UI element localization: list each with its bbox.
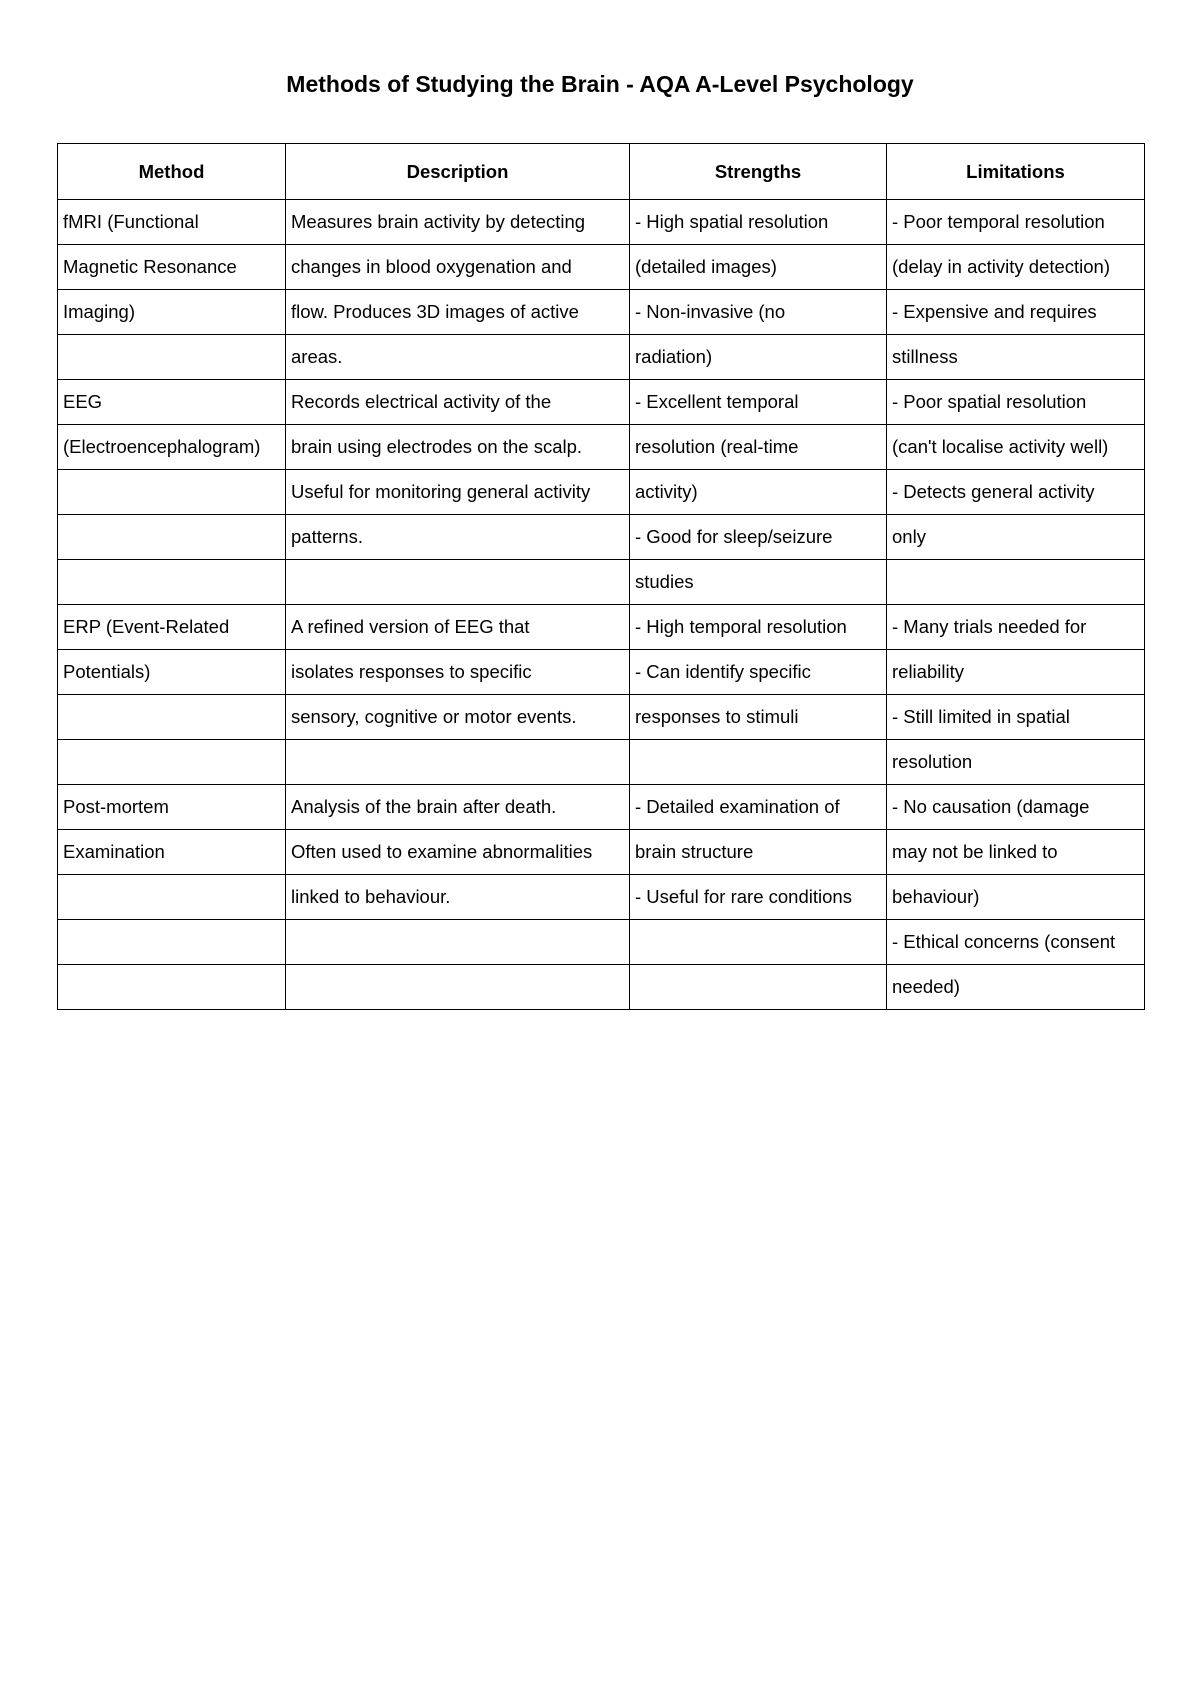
cell-limitations: - Ethical concerns (consent [887, 920, 1145, 965]
table-row [58, 335, 1145, 380]
cell-method: Magnetic Resonance [58, 245, 286, 290]
table-body [58, 200, 1145, 1010]
cell-limitations: - Detects general activity [887, 470, 1145, 515]
cell-strengths [630, 740, 887, 785]
cell-limitations: - Poor spatial resolution [887, 380, 1145, 425]
cell-limitations: - Many trials needed for [887, 605, 1145, 650]
cell-strengths [630, 920, 887, 965]
cell-strengths [630, 965, 887, 1010]
page-title: Methods of Studying the Brain - AQA A-Level Psychology [286, 71, 914, 97]
cell-method [58, 965, 286, 1010]
cell-description: Analysis of the brain after death. [286, 785, 630, 830]
table-row [58, 650, 1145, 695]
table-row [58, 560, 1145, 605]
cell-limitations: reliability [887, 650, 1145, 695]
cell-description: areas. [286, 335, 630, 380]
cell-limitations: - Poor temporal resolution [887, 200, 1145, 245]
cell-limitations: behaviour) [887, 875, 1145, 920]
cell-strengths: - Can identify specific [630, 650, 887, 695]
cell-method [58, 920, 286, 965]
cell-method: EEG [58, 380, 286, 425]
header-strengths: Strengths [630, 144, 887, 200]
cell-strengths: brain structure [630, 830, 887, 875]
cell-strengths: - Detailed examination of [630, 785, 887, 830]
table-row [58, 515, 1145, 560]
cell-description: Records electrical activity of the [286, 380, 630, 425]
cell-description: flow. Produces 3D images of active [286, 290, 630, 335]
cell-description: Useful for monitoring general activity [286, 470, 630, 515]
cell-description: Measures brain activity by detecting [286, 200, 630, 245]
table-row [58, 785, 1145, 830]
cell-method: Post-mortem [58, 785, 286, 830]
cell-description: A refined version of EEG that [286, 605, 630, 650]
cell-method [58, 875, 286, 920]
table-row [58, 245, 1145, 290]
cell-method: Examination [58, 830, 286, 875]
cell-description: Often used to examine abnormalities [286, 830, 630, 875]
cell-description [286, 920, 630, 965]
cell-method [58, 470, 286, 515]
table-row [58, 830, 1145, 875]
cell-strengths: - Non-invasive (no [630, 290, 887, 335]
cell-strengths: - Good for sleep/seizure [630, 515, 887, 560]
table-row [58, 380, 1145, 425]
cell-method: fMRI (Functional [58, 200, 286, 245]
header-row [58, 144, 1145, 200]
cell-strengths: radiation) [630, 335, 887, 380]
table-row [58, 425, 1145, 470]
cell-description: patterns. [286, 515, 630, 560]
cell-strengths: resolution (real-time [630, 425, 887, 470]
cell-method: ERP (Event-Related [58, 605, 286, 650]
cell-strengths: - Excellent temporal [630, 380, 887, 425]
cell-description [286, 560, 630, 605]
cell-strengths: - Useful for rare conditions [630, 875, 887, 920]
cell-limitations: (can't localise activity well) [887, 425, 1145, 470]
cell-strengths: studies [630, 560, 887, 605]
header-description: Description [286, 144, 630, 200]
cell-limitations: - Expensive and requires [887, 290, 1145, 335]
cell-description: linked to behaviour. [286, 875, 630, 920]
cell-method [58, 560, 286, 605]
cell-method: (Electroencephalogram) [58, 425, 286, 470]
cell-limitations: needed) [887, 965, 1145, 1010]
table-row [58, 920, 1145, 965]
cell-method: Imaging) [58, 290, 286, 335]
cell-strengths: responses to stimuli [630, 695, 887, 740]
cell-strengths: activity) [630, 470, 887, 515]
cell-limitations: - Still limited in spatial [887, 695, 1145, 740]
cell-limitations: resolution [887, 740, 1145, 785]
cell-limitations: - No causation (damage [887, 785, 1145, 830]
cell-limitations: (delay in activity detection) [887, 245, 1145, 290]
cell-description [286, 740, 630, 785]
cell-strengths: (detailed images) [630, 245, 887, 290]
header-method: Method [58, 144, 286, 200]
cell-limitations: only [887, 515, 1145, 560]
cell-method [58, 335, 286, 380]
cell-strengths: - High spatial resolution [630, 200, 887, 245]
cell-description: isolates responses to specific [286, 650, 630, 695]
cell-strengths: - High temporal resolution [630, 605, 887, 650]
table-row [58, 200, 1145, 245]
cell-method [58, 695, 286, 740]
cell-method [58, 515, 286, 560]
header-limitations: Limitations [887, 144, 1145, 200]
cell-method: Potentials) [58, 650, 286, 695]
table-row [58, 965, 1145, 1010]
cell-limitations: may not be linked to [887, 830, 1145, 875]
table-row [58, 695, 1145, 740]
cell-limitations: stillness [887, 335, 1145, 380]
cell-description [286, 965, 630, 1010]
table-row [58, 605, 1145, 650]
cell-description: changes in blood oxygenation and [286, 245, 630, 290]
table-row [58, 290, 1145, 335]
cell-limitations [887, 560, 1145, 605]
cell-description: brain using electrodes on the scalp. [286, 425, 630, 470]
table-row [58, 470, 1145, 515]
methods-table [57, 143, 1145, 1010]
table-row [58, 875, 1145, 920]
cell-description: sensory, cognitive or motor events. [286, 695, 630, 740]
cell-method [58, 740, 286, 785]
table-row [58, 740, 1145, 785]
